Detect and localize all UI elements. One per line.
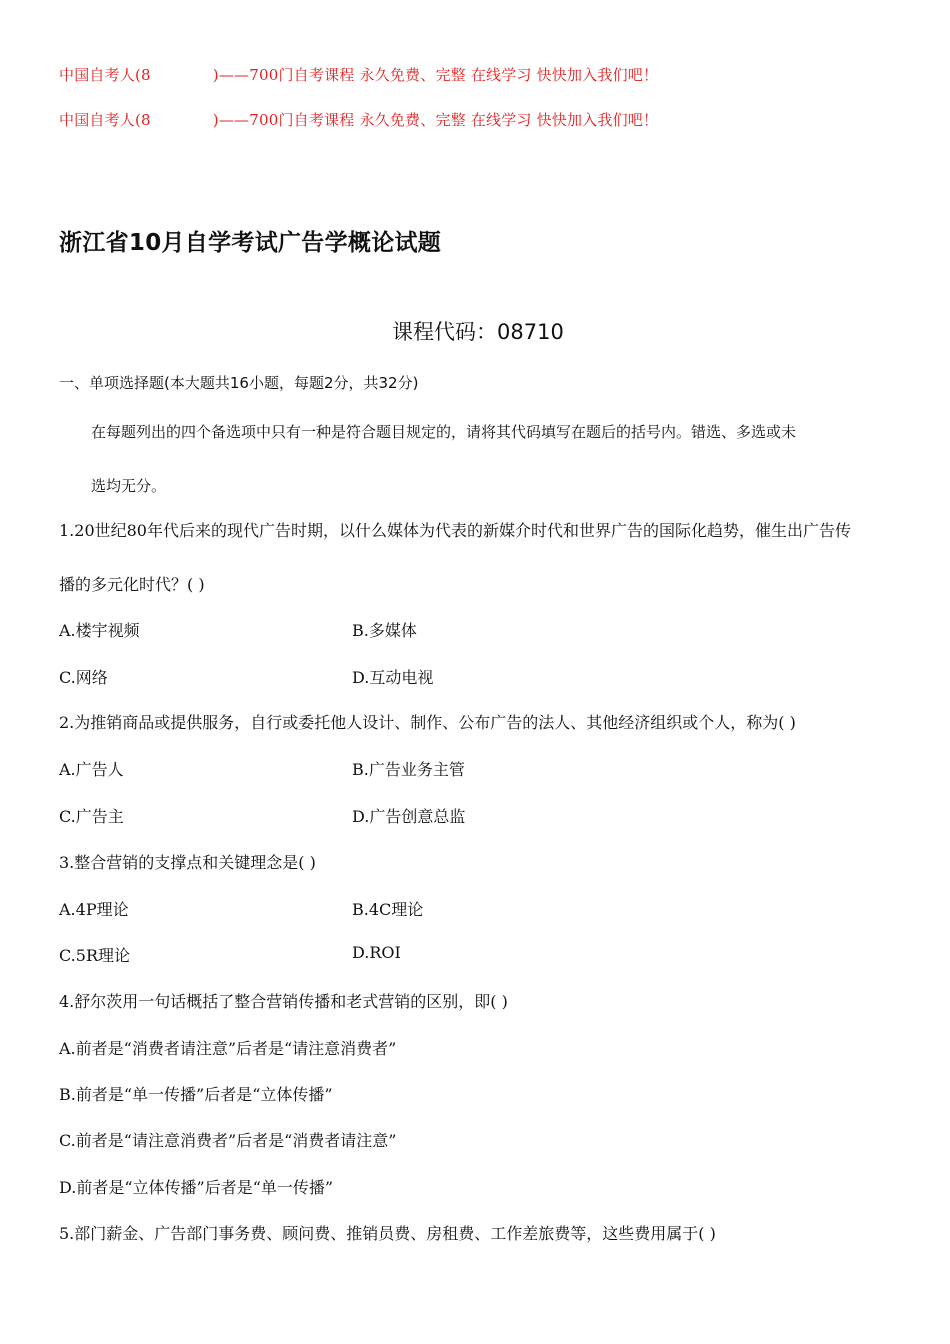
question-3-line-1: 3.整合营销的支撑点和关键理念是( ) — [59, 853, 316, 872]
question-4-line-1: 4.舒尔茨用一句话概括了整合营销传播和老式营销的区别，即( ) — [59, 992, 508, 1011]
question-1-line-2: 播的多元化时代？( ) — [59, 575, 205, 594]
question-3-option-b: B.4C理论 — [352, 900, 424, 919]
promo-line-2-part-b: )——700门自考课程 永久免费、完整 在线学习 快快加入我们吧！ — [212, 111, 659, 129]
question-2-line-1: 2.为推销商品或提供服务，自行或委托他人设计、制作、公布广告的法人、其他经济组织或个人，称为( ) — [59, 713, 796, 732]
question-2-option-a: A.广告人 — [59, 760, 124, 779]
question-5-line-1: 5.部门薪金、广告部门事务费、顾问费、推销员费、房租费、工作差旅费等，这些费用属于( ) — [59, 1224, 716, 1243]
section-instruction-line-1: 在每题列出的四个备选项中只有一种是符合题目规定的，请将其代码填写在题后的括号内。错选、多选或未 — [91, 423, 797, 441]
promo-line-1 — [59, 64, 658, 85]
promo-line-2 — [59, 109, 658, 130]
section-heading: 一、单项选择题(本大题共16小题，每题2分，共32分) — [59, 374, 419, 392]
section-instruction-line-2: 选均无分。 — [91, 477, 167, 495]
promo-line-2-part-a: 中国自考人(8 — [59, 111, 151, 129]
question-4-option-a: A.前者是“消费者请注意”后者是“请注意消费者” — [59, 1039, 397, 1058]
question-2-option-b: B.广告业务主管 — [352, 760, 465, 779]
question-3-option-d: D.ROI — [352, 943, 401, 962]
question-3-option-a: A.4P理论 — [59, 900, 129, 919]
question-2-option-d: D.广告创意总监 — [352, 807, 466, 826]
question-4-option-b: B.前者是“单一传播”后者是“立体传播” — [59, 1085, 333, 1104]
question-4-option-d: D.前者是“立体传播”后者是“单一传播” — [59, 1178, 334, 1197]
question-1-option-a: A.楼宇视频 — [59, 621, 140, 640]
question-1-option-b: B.多媒体 — [352, 621, 417, 640]
question-1-option-d: D.互动电视 — [352, 668, 434, 687]
document-title: 浙江省10月自学考试广告学概论试题 — [59, 230, 442, 256]
question-3-option-c: C.5R理论 — [59, 946, 130, 965]
question-1-option-c: C.网络 — [59, 668, 108, 687]
promo-line-1-part-a: 中国自考人(8 — [59, 66, 151, 84]
course-code: 课程代码：08710 — [392, 320, 564, 344]
question-2-option-c: C.广告主 — [59, 807, 124, 826]
question-1-line-1: 1.20世纪80年代后来的现代广告时期，以什么媒体为代表的新媒介时代和世界广告的国际化趋势，催生出广告传 — [59, 521, 851, 540]
question-4-option-c: C.前者是“请注意消费者”后者是“消费者请注意” — [59, 1131, 397, 1150]
promo-line-1-part-b: )——700门自考课程 永久免费、完整 在线学习 快快加入我们吧！ — [212, 66, 659, 84]
